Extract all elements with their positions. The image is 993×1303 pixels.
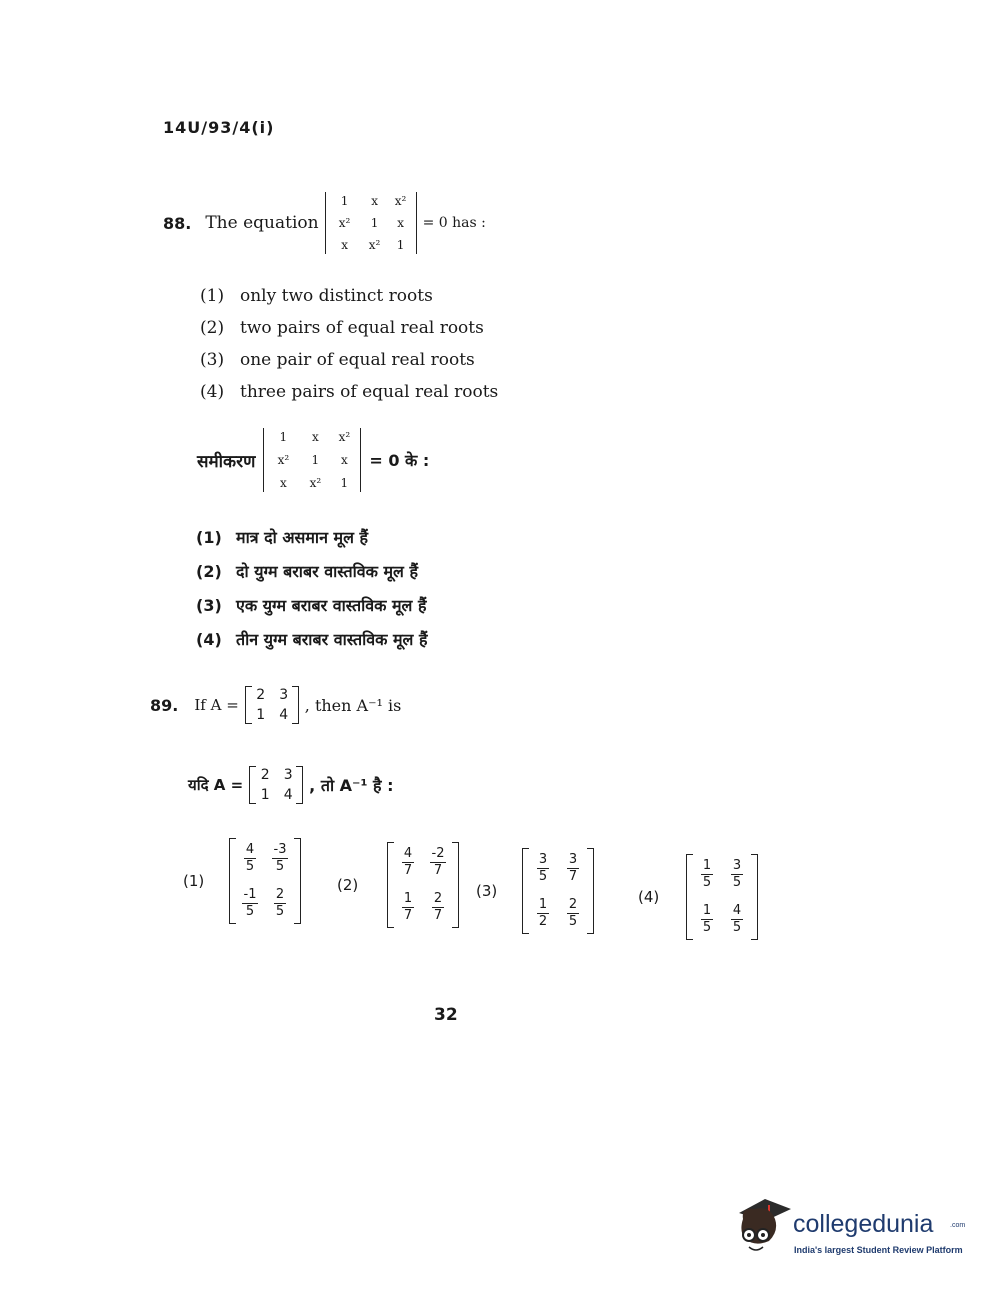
option-item <box>196 526 427 560</box>
option-number: (4) <box>196 630 222 649</box>
option-text: two pairs of equal real roots <box>240 318 484 338</box>
matrix-cell: 3 <box>279 687 289 703</box>
matrix-cell: 3 <box>283 767 293 783</box>
option-number: (2) <box>200 318 225 338</box>
det-cell: x <box>341 238 348 252</box>
det-cell: x² <box>338 216 351 230</box>
matrix-cell: 4 <box>283 787 293 803</box>
q89-prefix-en: If A = <box>194 696 239 714</box>
q89-matrix-en <box>245 686 299 724</box>
q88-options-hi <box>196 526 427 662</box>
option-text: एक युग्म बराबर वास्तविक मूल हैं <box>236 596 427 615</box>
option-text: तीन युग्म बराबर वास्तविक मूल हैं <box>236 630 428 649</box>
matrix-cell: 1 <box>260 787 270 803</box>
det-cell: 1 <box>311 453 320 467</box>
q89-option-1 <box>183 838 301 924</box>
option-item <box>200 318 498 350</box>
option-item <box>200 350 498 382</box>
q89-suffix-en: , then A⁻¹ is <box>304 695 402 715</box>
option-item <box>200 286 498 318</box>
q88-number: 88. <box>163 213 192 233</box>
page-number: 32 <box>434 1005 458 1025</box>
det-cell: x <box>371 194 378 208</box>
det-cell: 1 <box>370 216 379 230</box>
q89-matrix-hi <box>249 766 303 804</box>
fraction: $\frac{1}{7}$ <box>403 891 413 923</box>
det-cell: x <box>279 476 287 490</box>
matrix-cell: 4 <box>279 707 289 723</box>
det-cell: x <box>340 453 348 467</box>
logo-wordmark: collegedunia <box>793 1210 934 1238</box>
q88-options-en <box>200 286 498 414</box>
q88-determinant-en <box>325 192 417 254</box>
q88-determinant-hi <box>263 428 361 492</box>
option-number: (2) <box>337 876 359 894</box>
matrix-cell: 2 <box>256 687 266 703</box>
answer-matrix <box>229 838 301 924</box>
fraction: $\frac{3}{7}$ <box>568 852 578 884</box>
fraction: $\frac{2}{5}$ <box>275 887 285 919</box>
option-item <box>196 594 427 628</box>
fraction: $\frac{-2}{7}$ <box>431 846 445 878</box>
fraction: $\frac{1}{5}$ <box>702 858 712 890</box>
det-cell: x <box>311 430 319 444</box>
collegedunia-mascot-icon <box>735 1195 793 1257</box>
q89-option-3 <box>476 848 594 934</box>
paper-code: 14U/93/4(i) <box>163 118 275 137</box>
det-cell: 1 <box>396 238 405 252</box>
q88-statement-hi <box>197 428 429 492</box>
q89-suffix-hi: , तो A⁻¹ है : <box>309 776 394 795</box>
option-number: (3) <box>196 596 222 615</box>
det-cell: 1 <box>279 430 288 444</box>
det-cell: x² <box>394 194 407 208</box>
q89-option-4 <box>638 854 758 940</box>
option-item <box>196 560 427 594</box>
option-number: (4) <box>638 888 660 906</box>
fraction: $\frac{4}{5}$ <box>732 903 742 935</box>
q88-prefix-en: The equation <box>205 213 319 233</box>
option-number: (1) <box>196 528 222 547</box>
q88-suffix-hi: = 0 के : <box>369 451 430 470</box>
option-item <box>196 628 427 662</box>
q88-statement-en <box>163 192 486 254</box>
fraction: $\frac{4}{5}$ <box>245 842 255 874</box>
fraction: $\frac{-3}{5}$ <box>273 842 287 874</box>
det-cell: x² <box>309 476 322 490</box>
answer-matrix <box>686 854 758 940</box>
fraction: $\frac{-1}{5}$ <box>243 887 257 919</box>
option-number: (3) <box>476 882 498 900</box>
det-cell: x <box>397 216 404 230</box>
q89-statement-hi <box>188 766 394 804</box>
option-number: (4) <box>200 382 225 402</box>
fraction: $\frac{1}{5}$ <box>702 903 712 935</box>
q89-option-2 <box>337 842 459 928</box>
matrix-cell: 2 <box>260 767 270 783</box>
det-cell: x² <box>277 453 290 467</box>
option-item <box>200 382 498 414</box>
q89-number: 89. <box>150 695 179 715</box>
option-number: (1) <box>183 872 205 890</box>
answer-matrix <box>387 842 459 928</box>
option-number: (1) <box>200 286 225 306</box>
option-number: (3) <box>200 350 225 370</box>
det-cell: x² <box>368 238 381 252</box>
fraction: $\frac{1}{2}$ <box>538 897 548 929</box>
option-text: three pairs of equal real roots <box>240 382 499 402</box>
det-cell: x² <box>338 430 351 444</box>
det-cell: 1 <box>340 194 349 208</box>
option-text: one pair of equal real roots <box>240 350 475 370</box>
fraction: $\frac{2}{7}$ <box>433 891 443 923</box>
answer-matrix <box>522 848 594 934</box>
fraction: $\frac{4}{7}$ <box>403 846 413 878</box>
logo-domain: .com <box>950 1222 966 1229</box>
q88-suffix-en: = 0 has : <box>422 215 486 231</box>
matrix-cell: 1 <box>256 707 266 723</box>
fraction: $\frac{2}{5}$ <box>568 897 578 929</box>
det-cell: 1 <box>340 476 349 490</box>
fraction: $\frac{3}{5}$ <box>732 858 742 890</box>
option-number: (2) <box>196 562 222 581</box>
logo-tagline: India's largest Student Review Platform <box>794 1245 963 1255</box>
fraction: $\frac{3}{5}$ <box>538 852 548 884</box>
option-text: मात्र दो असमान मूल हैं <box>236 528 369 547</box>
q89-prefix-hi: यदि A = <box>188 776 244 794</box>
option-text: only two distinct roots <box>240 286 433 306</box>
option-text: दो युग्म बराबर वास्तविक मूल हैं <box>236 562 418 581</box>
q88-prefix-hi: समीकरण <box>197 451 256 472</box>
q89-statement-en <box>150 686 401 724</box>
